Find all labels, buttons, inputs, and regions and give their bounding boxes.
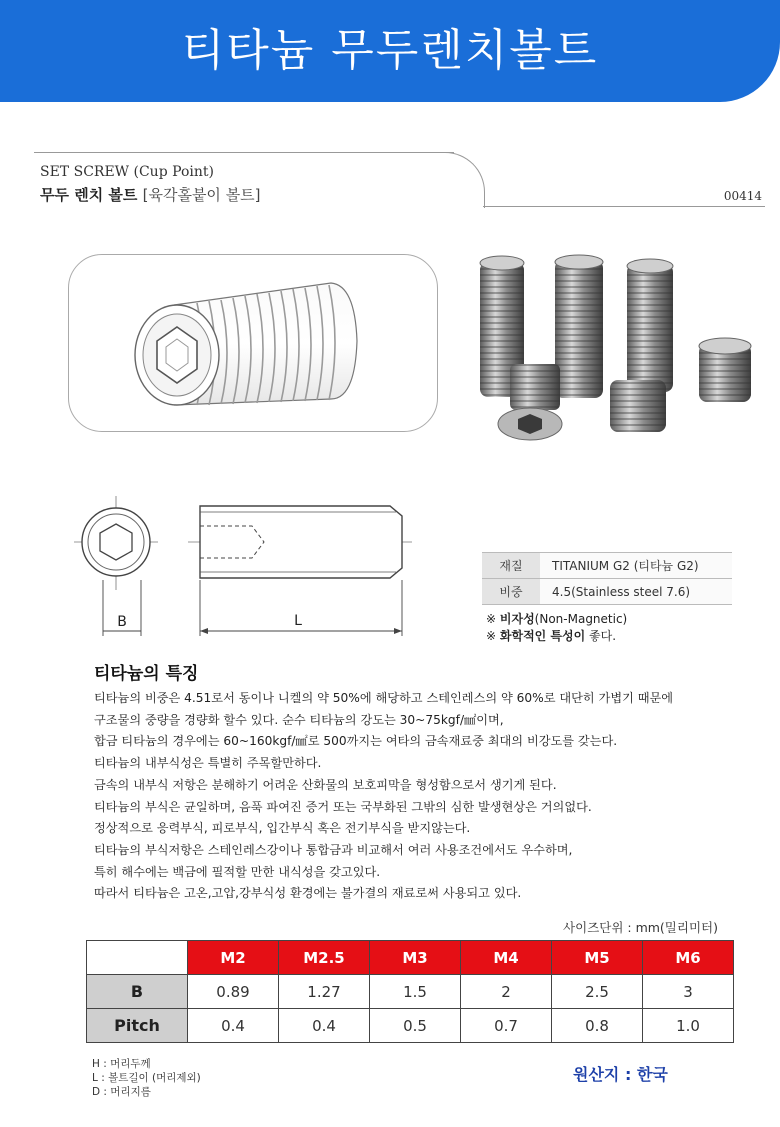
- material-spec-table: [482, 552, 732, 605]
- size-cell: 2.5: [552, 975, 643, 1009]
- size-row-pitch: [87, 1009, 734, 1043]
- size-header: M3: [370, 941, 461, 975]
- product-name-ko-main: 무두 렌치 볼트: [40, 186, 138, 204]
- bolt-sketch-frame: [68, 254, 438, 432]
- size-cell: 0.4: [188, 1009, 279, 1043]
- bolts-photo: [462, 254, 780, 442]
- bolts-photo-image: [462, 254, 780, 442]
- spec-row: [482, 579, 732, 605]
- features-body: [94, 688, 764, 905]
- product-code: 00414: [723, 189, 762, 203]
- spec-notes: [486, 611, 627, 645]
- header-divider: [34, 152, 454, 153]
- size-table: [86, 940, 734, 1043]
- dimension-legend: [92, 1057, 201, 1099]
- feature-line: 정상적으로 응력부식, 피로부식, 입간부식 혹은 전기부식을 받지않는다.: [94, 821, 471, 836]
- size-row-label: Pitch: [87, 1009, 188, 1043]
- dimension-label-b: B: [117, 614, 127, 630]
- product-name-ko-alt: [육각홀붙이 볼트]: [142, 186, 261, 204]
- note-mark: ※: [486, 629, 497, 643]
- feature-line: 특히 해수에는 백금에 필적할 만한 내식성을 갖고있다.: [94, 864, 381, 879]
- product-name-ko: [40, 184, 261, 205]
- size-cell: 2: [461, 975, 552, 1009]
- size-header: M2: [188, 941, 279, 975]
- header-divider-curve: [434, 152, 485, 208]
- note-item: [486, 628, 627, 645]
- title-banner: [0, 0, 780, 102]
- feature-line: 금속의 내부식 저항은 분해하기 어려운 산화물의 보호피막을 형성함으로서 생기게 된다.: [94, 777, 557, 792]
- dimension-label-l: L: [294, 613, 302, 629]
- note-mark: ※: [486, 612, 497, 626]
- feature-line: 구조물의 중량을 경량화 할수 있다. 순수 티타늄의 강도는 30~75kgf/㎟이며,: [94, 712, 504, 727]
- spec-value: 4.5(Stainless steel 7.6): [540, 579, 732, 605]
- spec-value: TITANIUM G2 (티타늄 G2): [540, 553, 732, 579]
- size-cell: 1.27: [279, 975, 370, 1009]
- product-name-en: SET SCREW (Cup Point): [40, 164, 214, 180]
- technical-drawing: [60, 490, 420, 640]
- end-view: [74, 496, 158, 636]
- feature-line: 티타늄의 부식은 균일하며, 음푹 파여진 증거 또는 국부화된 그밖의 심한 발생현상은 거의없다.: [94, 799, 592, 814]
- feature-line: 티타늄의 내부식성은 특별히 주목할만하다.: [94, 756, 322, 771]
- note-bold: 비자성: [499, 612, 535, 626]
- size-cell: 1.0: [643, 1009, 734, 1043]
- size-header-row: [87, 941, 734, 975]
- bolt-sketch-image: [69, 255, 437, 431]
- spec-row: [482, 553, 732, 579]
- size-header: M2.5: [279, 941, 370, 975]
- feature-line: 티타늄의 비중은 4.51로서 동이나 니켈의 약 50%에 해당하고 스테인레스의 약 60%로 대단히 가볍기 때문에: [94, 691, 674, 705]
- spec-key: 재질: [482, 553, 540, 579]
- header-divider-base: [483, 206, 765, 207]
- note-rest: (Non-Magnetic): [534, 612, 628, 626]
- page-title: 티타늄 무두렌치볼트: [181, 25, 599, 76]
- size-header: M6: [643, 941, 734, 975]
- legend-item: L : 볼트길이 (머리제외): [92, 1072, 201, 1084]
- size-corner-cell: [87, 941, 188, 975]
- size-cell: 0.8: [552, 1009, 643, 1043]
- size-cell: 0.89: [188, 975, 279, 1009]
- size-cell: 0.4: [279, 1009, 370, 1043]
- country-of-origin: 원산지 : 한국: [573, 1065, 668, 1084]
- size-cell: 3: [643, 975, 734, 1009]
- note-bold: 화학적인 특성이: [499, 629, 586, 643]
- size-cell: 0.7: [461, 1009, 552, 1043]
- legend-item: D : 머리지름: [92, 1086, 151, 1098]
- size-header: M5: [552, 941, 643, 975]
- feature-line: 티타늄의 부식저항은 스테인레스강이나 통합금과 비교해서 여러 사용조건에서도 우수하며,: [94, 842, 573, 857]
- spec-key: 비중: [482, 579, 540, 605]
- size-row-b: [87, 975, 734, 1009]
- note-item: [486, 611, 627, 628]
- legend-item: H : 머리두께: [92, 1058, 151, 1070]
- size-cell: 0.5: [370, 1009, 461, 1043]
- feature-line: 합금 티타늄의 경우에는 60~160kgf/㎟로 500까지는 여타의 금속재료중 최대의 비강도를 갖는다.: [94, 734, 618, 749]
- note-rest: 좋다.: [585, 629, 617, 643]
- features-heading: 티타늄의 특징: [94, 664, 199, 684]
- size-row-label: B: [87, 975, 188, 1009]
- feature-line: 따라서 티타늄은 고온,고압,강부식성 환경에는 불가결의 재료로써 사용되고 있다.: [94, 886, 522, 901]
- size-header: M4: [461, 941, 552, 975]
- size-unit-note: 사이즈단위 : mm(밀리미터): [563, 920, 718, 935]
- size-cell: 1.5: [370, 975, 461, 1009]
